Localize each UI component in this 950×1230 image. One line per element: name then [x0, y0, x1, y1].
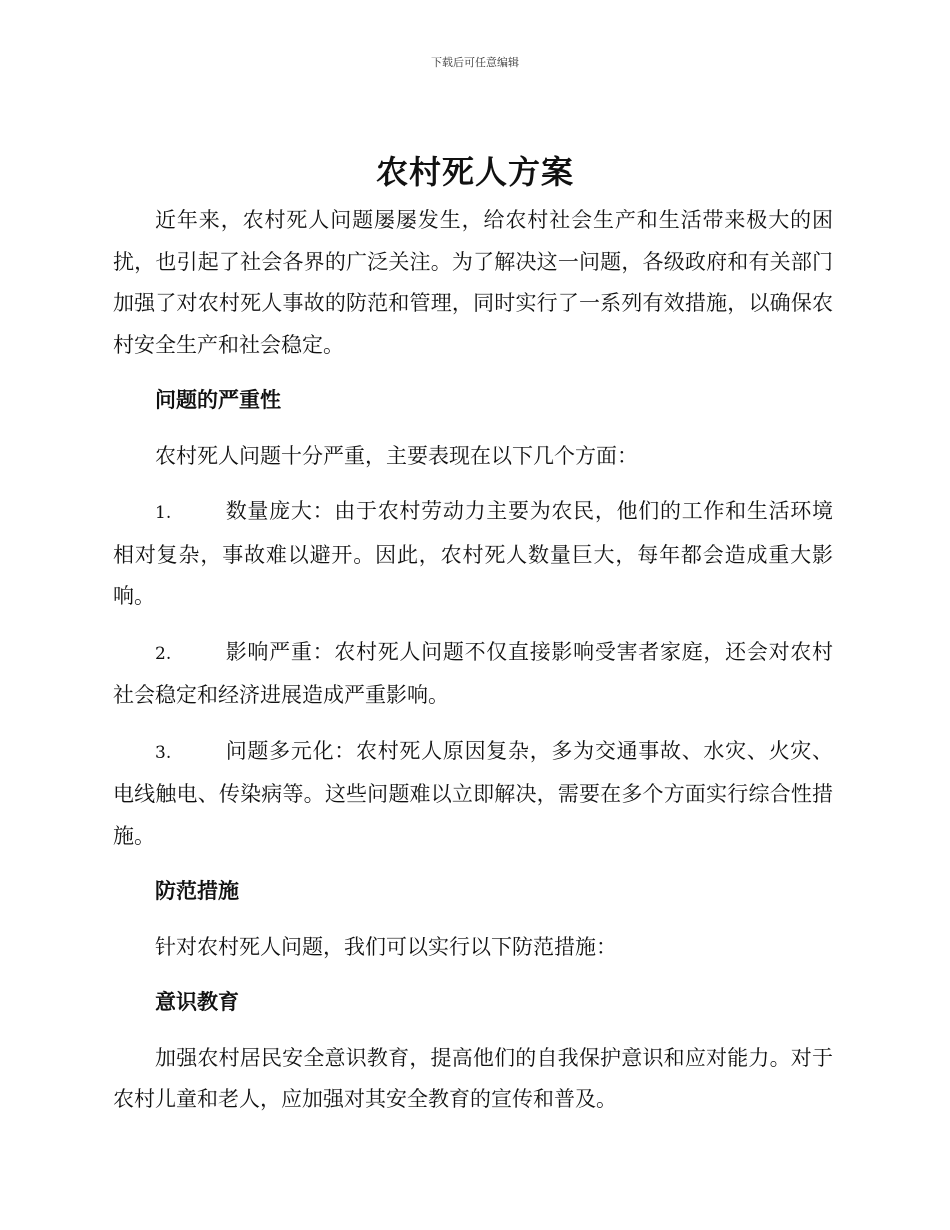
prevention-lead: 针对农村死人问题，我们可以实行以下防范措施： [155, 934, 617, 959]
document-body [113, 200, 833, 1121]
document-title: 农村死人方案 [375, 153, 574, 191]
list-number: 3. [155, 742, 172, 763]
list-number: 1. [155, 503, 172, 523]
section-heading-severity: 问题的严重性 [155, 388, 281, 412]
list-text: 影响严重：农村死人问题不仅直接影响受害者家庭，还会对农村社会稳定和经济进展造成严重影响。 [113, 639, 833, 707]
list-item [113, 491, 833, 618]
intro-paragraph: 近年来，农村死人问题屡屡发生，给农村社会生产和生活带来极大的困扰，也引起了社会各界的广泛关注。为了解决这一问题，各级政府和有关部门加强了对农村死人事故的防范和管理，同时实行了一系列有效措施，以确保农村安全生产和社会稳定。 [113, 208, 833, 357]
section-heading-prevention: 防范措施 [155, 879, 239, 903]
list-item [113, 632, 833, 717]
list-text: 数量庞大：由于农村劳动力主要为农民，他们的工作和生活环境相对复杂，事故难以避开。因此，农村死人数量巨大，每年都会造成重大影响。 [113, 499, 833, 608]
list-text: 问题多元化：农村死人原因复杂，多为交通事故、水灾、火灾、电线触电、传染病等。这些问题难以立即解决，需要在多个方面实行综合性措施。 [113, 738, 833, 848]
header-note: 下载后可任意编辑 [431, 56, 519, 69]
list-number: 2. [155, 643, 172, 664]
severity-lead: 农村死人问题十分严重，主要表现在以下几个方面： [155, 443, 638, 468]
awareness-paragraph: 加强农村居民安全意识教育，提高他们的自我保护意识和应对能力。对于农村儿童和老人，应加强对其安全教育的宣传和普及。 [113, 1045, 833, 1111]
list-item [113, 731, 833, 858]
section-heading-awareness: 意识教育 [155, 990, 239, 1014]
